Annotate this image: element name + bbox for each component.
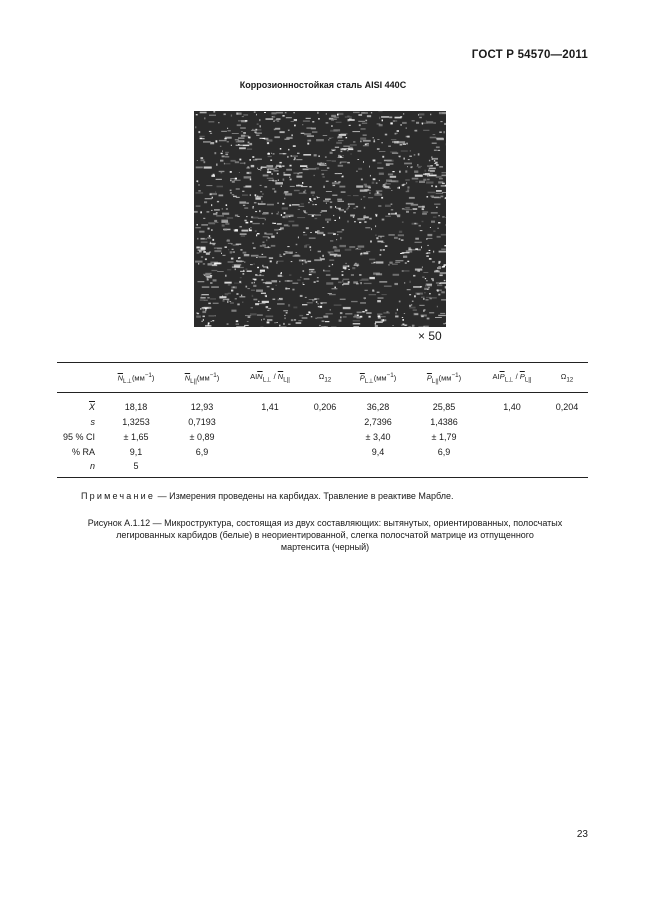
micrograph-texture	[194, 111, 446, 327]
caption-line: Рисунок А.1.12 — Микроструктура, состоящая из двух составляющих: вытянутых, ориентированных, полосчатых	[87, 518, 563, 528]
table-top-rule	[57, 362, 588, 363]
col-header-nl-par: $\overline{N}_{L||}(мм^{-1})$	[184, 372, 220, 385]
table-cell: 5	[133, 461, 139, 471]
table-cell: 6,9	[437, 447, 451, 457]
col-header-ai-p: $AI\overline{P}_{L\perp} / \overline{P}_{L||}$	[492, 372, 532, 384]
figure-caption	[70, 517, 580, 553]
col-header-pl-par: $\overline{P}_{L||}(мм^{-1})$	[426, 372, 462, 385]
table-cell: 36,28	[366, 402, 390, 412]
table-cell: 1,3253	[122, 417, 150, 427]
document-header: ГОСТ Р 54570—2011	[471, 49, 588, 61]
table-cell: ± 3,40	[365, 432, 391, 442]
caption-line: мартенсита (черный)	[280, 542, 370, 552]
col-header-omega-p: $\Omega_{12}$	[560, 372, 574, 384]
table-cell: 25,85	[432, 402, 456, 412]
table-bottom-rule	[57, 477, 588, 478]
table-cell: 6,9	[195, 447, 209, 457]
table-cell: 1,40	[503, 402, 521, 412]
table-cell: 1,4386	[430, 417, 458, 427]
col-header-pl-perp: $\overline{P}_{L\perp}(мм^{-1})$	[359, 372, 397, 385]
note-label: Примечание	[81, 491, 156, 501]
note-text: — Измерения проведены на карбидах. Травление в реактиве Марбле.	[155, 491, 454, 501]
figure-title: Коррозионностойкая сталь AISI 440C	[239, 80, 407, 90]
col-header-nl-perp: $\overline{N}_{L\perp}(мм^{-1})$	[117, 372, 155, 385]
table-cell: 0,206	[313, 402, 337, 412]
table-cell: 12,93	[190, 402, 214, 412]
row-label: n	[89, 461, 95, 471]
table-cell: 1,41	[261, 402, 279, 412]
table-cell: 0,7193	[188, 417, 216, 427]
table-cell: ± 1,79	[431, 432, 457, 442]
table-note	[81, 491, 454, 501]
table-cell: 9,4	[371, 447, 385, 457]
table-cell: 9,1	[129, 447, 143, 457]
row-label: $\overline{X}$	[88, 402, 95, 412]
row-label: % RA	[71, 447, 95, 457]
row-label: 95 % CI	[62, 432, 95, 442]
table-cell: ± 0,89	[189, 432, 215, 442]
table-cell: ± 1,65	[123, 432, 149, 442]
magnification-label: × 50	[418, 329, 442, 343]
row-label: s	[90, 417, 95, 427]
caption-line: легированных карбидов (белые) в неориентированной, слегка полосчатой матрице из отпущенного	[116, 530, 534, 540]
table-header-rule	[57, 392, 588, 393]
table-cell: 18,18	[124, 402, 148, 412]
col-header-omega-n: $\Omega_{12}$	[318, 372, 332, 384]
table-cell: 2,7396	[364, 417, 392, 427]
table-cell: 0,204	[555, 402, 579, 412]
col-header-ai-n: $AI\overline{N}_{L\perp} / \overline{N}_{L||}$	[250, 372, 290, 384]
micrograph-image	[194, 111, 446, 327]
page-number: 23	[576, 829, 588, 840]
